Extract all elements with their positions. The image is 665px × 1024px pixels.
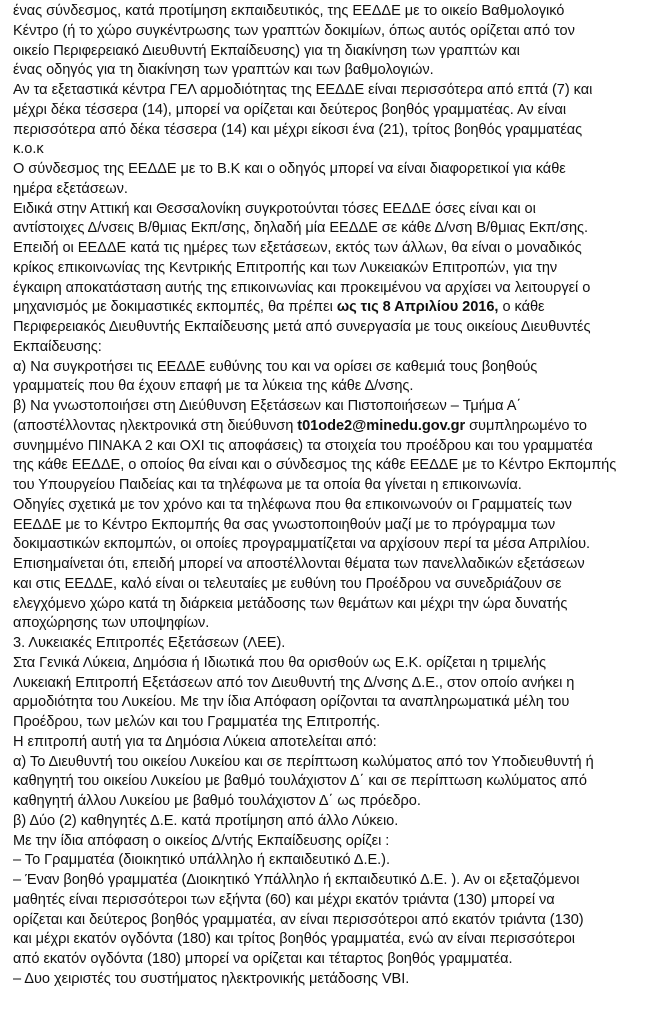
text-line: της κάθε ΕΕΔΔΕ, ο οποίος θα είναι και ο σύνδεσμος της κάθε ΕΕΔΔΕ με το Κέντρο Εκπομπής [13, 457, 617, 474]
text-line: Αν τα εξεταστικά κέντρα ΓΕΛ αρμοδιότητας της ΕΕΔΔΕ είναι περισσότερα από επτά (7) και [13, 82, 593, 98]
text-line: – Το Γραμματέα (διοικητικό υπάλληλο ή εκπαιδευτικό Δ.Ε.). [13, 852, 390, 869]
text-line: ΕΕΔΔΕ με το Κέντρο Εκπομπής θα σας γνωστοποιηθούν μαζί με το πρόγραμμα των [13, 516, 556, 533]
email-address: t01ode2@minedu.gov.gr [297, 417, 466, 434]
text-line: ημέρα εξετάσεων. [13, 180, 128, 197]
text-line: Εκπαίδευσης: [13, 338, 102, 355]
text-line: συνημμένο ΠΙΝΑΚΑ 2 και ΟΧΙ τις αποφάσεις) τα στοιχεία του προέδρου και του γραμματέα [13, 437, 593, 454]
text-line: – Έναν βοηθό γραμματέα (Διοικητικό Υπάλληλο ή εκπαιδευτικό Δ.Ε. ). Αν οι εξεταζόμενοι [13, 872, 580, 888]
text-segment: μηχανισμός με δοκιμαστικές εκπομπές, θα πρέπει [13, 299, 337, 316]
text-line: δοκιμαστικών εκπομπών, οι οποίες προγραμματίζεται να αρχίσουν περί τα μέσα Απριλίου. [13, 536, 591, 553]
text-line: περισσότερα από δέκα τέσσερα (14) και μέχρι είκοσι ένα (21), τρίτος βοηθός γραμματέας [13, 121, 583, 138]
text-line: Προέδρου, των μελών και του Γραμματέα της Επιτροπής. [13, 714, 381, 730]
text-line: – Δυο χειριστές του συστήματος ηλεκτρονικής μετάδοσης VBI. [13, 970, 410, 987]
text-line: Στα Γενικά Λύκεια, Δημόσια ή Ιδιωτικά που θα ορισθούν ως Ε.Κ. ορίζεται η τριμελής [13, 654, 546, 671]
text-line: αποχώρησης των υποψηφίων. [13, 615, 210, 632]
text-line: καθηγητή άλλου Λυκείου με βαθμό τουλάχιστον Δ΄ ως πρόεδρο. [13, 793, 421, 809]
text-line: Κέντρο (ή το χώρο συγκέντρωσης των γραπτών δοκιμίων, όπως αυτός ορίζεται από τον [13, 22, 575, 39]
text-line: ένας οδηγός για τη διακίνηση των γραπτών και των βαθμολογιών. [13, 62, 434, 79]
text-line: Οδηγίες σχετικά με τον χρόνο και τα τηλέφωνα που θα επικοινωνούν οι Γραμματείς των [13, 496, 572, 513]
text-segment: συμπληρωμένο το [465, 417, 587, 434]
text-line: μέχρι δέκα τέσσερα (14), μπορεί να ορίζεται και δεύτερος βοηθός γραμματέας. Αν είναι [13, 101, 567, 118]
text-line: β) Να γνωστοποιήσει στη Διεύθυνση Εξετάσεων και Πιστοποιήσεων – Τμήμα Α΄ [13, 398, 522, 414]
text-segment: ο κάθε [498, 299, 545, 316]
text-line: β) Δύο (2) καθηγητές Δ.Ε. κατά προτίμηση από άλλο Λύκειο. [13, 812, 399, 829]
text-line: Επισημαίνεται ότι, επειδή μπορεί να αποστέλλονται θέματα των πανελλαδικών εξετάσεων [13, 556, 585, 572]
text-line: καθηγητή του οικείου Λυκείου με βαθμό τουλάχιστον Δ΄ και σε περίπτωση κωλύματος από [13, 773, 587, 790]
text-line: αρμοδιότητα του Λυκείου. Με την ίδια Απόφαση ορίζονται τα αναπληρωματικά μέλη του [13, 694, 570, 711]
section-heading: 3. Λυκειακές Επιτροπές Εξετάσεων (ΛΕΕ). [13, 635, 286, 651]
text-line: ένας σύνδεσμος, κατά προτίμηση εκπαιδευτικός, της ΕΕΔΔΕ με το οικείο Βαθμολογικό [13, 3, 565, 19]
text-line: Με την ίδια απόφαση ο οικείος Δ/ντής Εκπαίδευσης ορίζει : [13, 832, 390, 849]
text-line: γραμματείς που θα έχουν επαφή με τα λύκεια της κάθε Δ/νσης. [13, 378, 414, 395]
text-line: κ.ο.κ [13, 141, 44, 158]
text-line: Περιφερειακός Διευθυντής Εκπαίδευσης μετά από συνεργασία με τους οικείους Διευθυντές [13, 319, 591, 335]
deadline-date: ως τις 8 Απριλίου 2016, [336, 299, 499, 316]
text-line-email [13, 417, 657, 437]
text-line: κρίκος επικοινωνίας της Κεντρικής Επιτροπής και των Λυκειακών Επιτροπών, για την [13, 259, 558, 276]
text-line: Η επιτροπή αυτή για τα Δημόσια Λύκεια αποτελείται από: [13, 733, 377, 750]
text-line: ελεγχόμενο χώρο κατά τη διάρκεια μετάδοσης των θεμάτων και μέχρι την ώρα δυνατής [13, 595, 568, 612]
text-line: Λυκειακή Επιτροπή Εξετάσεων από τον Διευθυντή της Δ/νσης Δ.Ε., στον οποίο ανήκει η [13, 674, 575, 691]
text-line: του Υπουργείου Παιδείας και τα τηλέφωνα με τα οποία θα γίνεται η επικοινωνία. [13, 477, 522, 493]
text-line: από εκατόν ογδόντα (180) μπορεί να ορίζεται και τέταρτος βοηθός γραμματέα. [13, 951, 513, 967]
text-line: έγκαιρη αποκατάσταση αυτής της επικοινωνίας και προκειμένου να αρχίσει να λειτουργεί ο [13, 279, 591, 296]
text-line: α) Το Διευθυντή του οικείου Λυκείου και σε περίπτωση κωλύματος από τον Υποδιευθυντή ή [13, 753, 594, 770]
text-line: α) Να συγκροτήσει τις ΕΕΔΔΕ ευθύνης του και να ορίσει σε καθεμιά τους βοηθούς [13, 358, 538, 375]
text-line: μαθητές είναι περισσότεροι των εξήντα (60) και μέχρι εκατόν τριάντα (130) μπορεί να [13, 891, 555, 908]
text-line: ορίζεται και δεύτερος βοηθός γραμματέα, αν είναι περισσότεροι από εκατόν τριάντα (130) [13, 911, 584, 928]
text-line: οικείο Περιφερειακό Διευθυντή Εκπαίδευσης) για τη διακίνηση των γραπτών και [13, 42, 520, 59]
text-line: Ο σύνδεσμος της ΕΕΔΔΕ με το Β.Κ και ο οδηγός μπορεί να είναι διαφορετικοί για κάθε [13, 161, 566, 177]
text-line: αντίστοιχες Δ/νσεις Β/θμιας Εκπ/σης, δηλαδή μία ΕΕΔΔΕ σε κάθε Δ/νση Β/θμιας Εκπ/σης. [13, 220, 589, 237]
text-line: Επειδή οι ΕΕΔΔΕ κατά τις ημέρες των εξετάσεων, εκτός των άλλων, θα είναι ο μοναδικός [13, 240, 582, 256]
text-line: και μέχρι εκατόν ογδόντα (180) και τρίτος βοηθός γραμματέα, ενώ αν είναι περισσότεροι [13, 931, 575, 948]
text-segment: (αποστέλλοντας ηλεκτρονικά στη διεύθυνση [13, 417, 298, 434]
text-line: και στις ΕΕΔΔΕ, καλό είναι οι τελευταίες με ευθύνη του Προέδρου να συνεδριάζουν σε [13, 575, 562, 592]
text-line: Ειδικά στην Αττική και Θεσσαλονίκη συγκροτούνται τόσες ΕΕΔΔΕ όσες είναι και οι [13, 200, 536, 217]
text-line-deadline [13, 298, 657, 318]
